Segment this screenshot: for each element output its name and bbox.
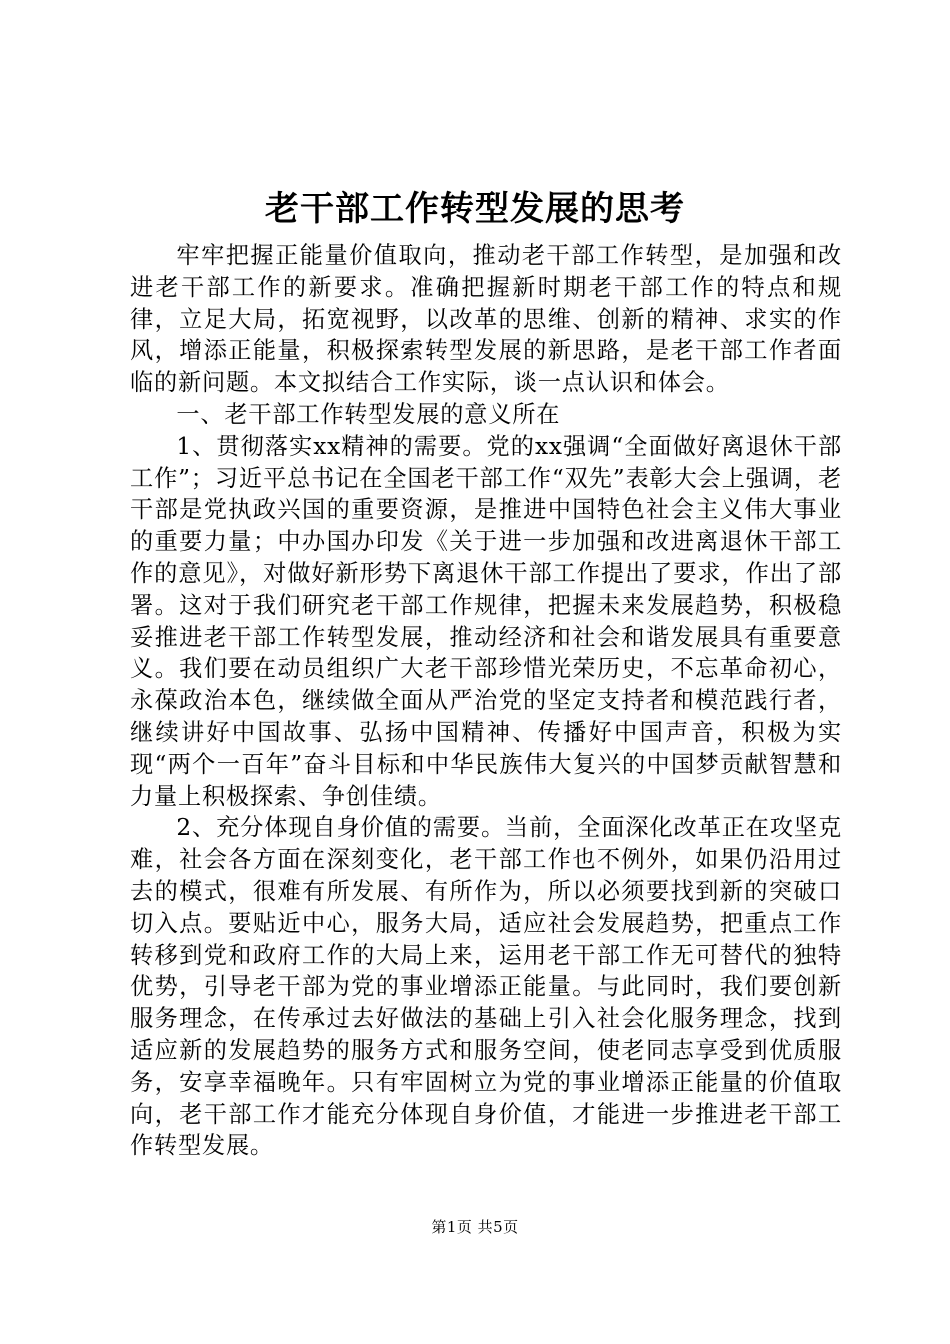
section-heading: 一、老干部工作转型发展的意义所在	[176, 400, 561, 428]
paragraph-point-2: 2、充分体现自身价值的需要。当前，全面深化改革正在攻坚克难，社会各方面在深刻变化，老干部工作也不例外，如果仍沿用过去的模式，很难有所发展、有所作为，所以必须要找到新的突破口切入点。要贴近中心，服务大局，适应社会发展趋势，把重点工作转移到党和政府工作的大局上来，运用老干部工作无可替代的独特优势，引导老干部为党的事业增添正能量。与此同时，我们要创新服务理念，在传承过去好做法的基础上引入社会化服务理念，找到适应新的发展趋势的服务方式和服务空间，使老同志享受到优质服务，安享幸福晚年。只有牢固树立为党的事业增添正能量的价值取向，老干部工作才能充分体现自身价值，才能进一步推进老干部工作转型发展。	[130, 814, 842, 1160]
document-body	[130, 240, 842, 1162]
paragraph-intro: 牢牢把握正能量价值取向，推动老干部工作转型，是加强和改进老干部工作的新要求。准确把握新时期老干部工作的特点和规律，立足大局，拓宽视野，以改革的思维、创新的精神、求实的作风，增添正能量，积极探索转型发展的新思路，是老干部工作者面临的新问题。本文拟结合工作实际，谈一点认识和体会。	[130, 242, 842, 397]
page-footer: 第1页 共5页	[431, 1218, 519, 1236]
document-title: 老干部工作转型发展的思考	[265, 189, 685, 229]
paragraph-point-1: 1、贯彻落实xx精神的需要。党的xx强调“全面做好离退休干部工作”；习近平总书记在全国老干部工作“双先”表彰大会上强调，老干部是党执政兴国的重要资源，是推进中国特色社会主义伟大事业的重要力量；中办国办印发《关于进一步加强和改进离退休干部工作的意见》，对做好新形势下离退休干部工作提出了要求，作出了部署。这对于我们研究老干部工作规律，把握未来发展趋势，积极稳妥推进老干部工作转型发展，推动经济和社会和谐发展具有重要意义。我们要在动员组织广大老干部珍惜光荣历史，不忘革命初心，永葆政治本色，继续做全面从严治党的坚定支持者和模范践行者，继续讲好中国故事、弘扬中国精神、传播好中国声音，积极为实现“两个一百年”奋斗目标和中华民族伟大复兴的中国梦贡献智慧和力量上积极探索、争创佳绩。	[130, 432, 842, 810]
